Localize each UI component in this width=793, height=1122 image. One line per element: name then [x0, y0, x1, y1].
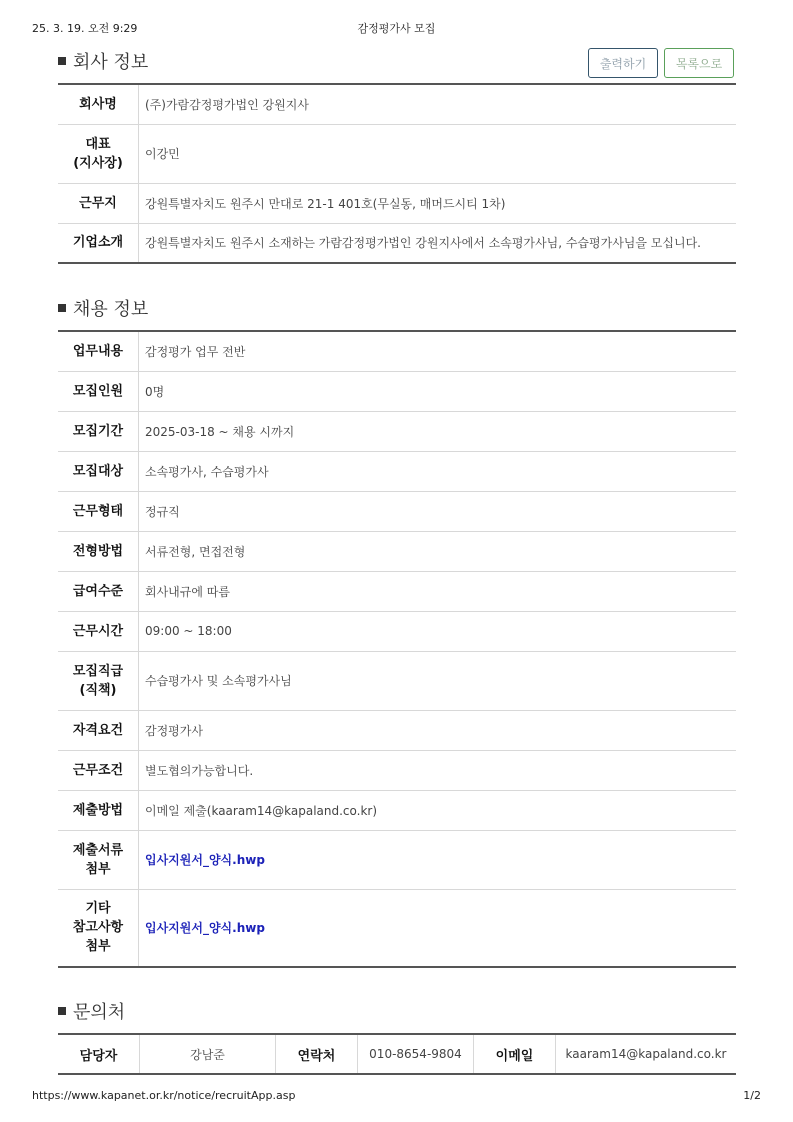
row-label-qualification: 자격요건 [58, 710, 139, 750]
table-row [58, 451, 736, 491]
row-value-position: 수습평가사 및 소속평가사님 [139, 651, 737, 710]
row-label-period: 모집기간 [58, 411, 139, 451]
table-row [58, 223, 736, 263]
table-row [58, 1034, 736, 1074]
row-label-submit-docs: 제출서류 첨부 [58, 830, 139, 889]
row-value-job-content: 감정평가 업무 전반 [139, 331, 737, 371]
row-label-company-name: 회사명 [58, 84, 139, 124]
table-row [58, 124, 736, 183]
table-row [58, 830, 736, 889]
row-value-work-condition: 별도협의가능합니다. [139, 750, 737, 790]
contact-manager-label: 담당자 [58, 1034, 140, 1074]
row-value-representative: 이강민 [139, 124, 737, 183]
row-value-submit-docs [139, 830, 737, 889]
row-value-workplace: 강원특별자치도 원주시 만대로 21-1 401호(무실동, 매머드시티 1차) [139, 183, 737, 223]
table-row [58, 889, 736, 967]
row-label-workplace: 근무지 [58, 183, 139, 223]
row-value-target: 소속평가사, 수습평가사 [139, 451, 737, 491]
row-label-work-condition: 근무조건 [58, 750, 139, 790]
table-row [58, 531, 736, 571]
table-row [58, 183, 736, 223]
print-url: https://www.kapanet.or.kr/notice/recruitApp.asp [32, 1089, 296, 1102]
table-row [58, 571, 736, 611]
table-row [58, 331, 736, 371]
row-value-company-name: (주)가람감정평가법인 강원지사 [139, 84, 737, 124]
print-date: 25. 3. 19. 오전 9:29 [32, 22, 138, 35]
square-bullet-icon [58, 1007, 66, 1015]
print-footer [32, 1089, 761, 1105]
contact-table [58, 1033, 736, 1075]
row-value-submit-method: 이메일 제출(kaaram14@kapaland.co.kr) [139, 790, 737, 830]
table-row [58, 371, 736, 411]
contact-section-title [58, 998, 125, 1024]
table-row [58, 750, 736, 790]
row-label-target: 모집대상 [58, 451, 139, 491]
attachment-link-application-form[interactable]: 입사지원서_양식.hwp [145, 853, 265, 867]
row-label-headcount: 모집인원 [58, 371, 139, 411]
company-section-title [58, 48, 148, 74]
contact-phone-value: 010-8654-9804 [358, 1034, 474, 1074]
recruit-section-label: 채용 정보 [73, 299, 149, 320]
company-section-label: 회사 정보 [73, 52, 149, 73]
row-label-representative: 대표 (지사장) [58, 124, 139, 183]
page-number: 1/2 [743, 1089, 761, 1102]
table-row [58, 411, 736, 451]
contact-phone-label: 연락처 [276, 1034, 358, 1074]
recruit-info-table [58, 330, 736, 968]
print-header [32, 20, 761, 36]
contact-email-label: 이메일 [474, 1034, 556, 1074]
table-row [58, 611, 736, 651]
row-value-qualification: 감정평가사 [139, 710, 737, 750]
attachment-link-reference-form[interactable]: 입사지원서_양식.hwp [145, 921, 265, 936]
row-value-work-hours: 09:00 ~ 18:00 [139, 611, 737, 651]
table-row [58, 790, 736, 830]
row-value-other-docs [139, 889, 737, 967]
table-row [58, 491, 736, 531]
contact-manager-value: 강남준 [140, 1034, 276, 1074]
table-row [58, 84, 736, 124]
print-button[interactable]: 출력하기 [588, 48, 658, 78]
row-label-position: 모집직급 (직책) [58, 651, 139, 710]
print-title: 감정평가사 모집 [357, 22, 436, 35]
row-label-submit-method: 제출방법 [58, 790, 139, 830]
table-row [58, 651, 736, 710]
table-row [58, 710, 736, 750]
contact-email-value: kaaram14@kapaland.co.kr [565, 1047, 727, 1061]
row-label-selection: 전형방법 [58, 531, 139, 571]
company-info-table [58, 83, 736, 264]
action-buttons [588, 48, 734, 78]
row-label-work-hours: 근무시간 [58, 611, 139, 651]
row-label-job-content: 업무내용 [58, 331, 139, 371]
recruit-section-title [58, 295, 148, 321]
square-bullet-icon [58, 304, 66, 312]
list-button[interactable]: 목록으로 [664, 48, 734, 78]
row-value-salary: 회사내규에 따름 [139, 571, 737, 611]
row-label-other-docs: 기타 참고사항 첨부 [58, 889, 139, 967]
row-value-company-intro: 강원특별자치도 원주시 소재하는 가람감정평가법인 강원지사에서 소속평가사님, 수습평가사님을 모십니다. [145, 236, 701, 251]
row-label-employment-type: 근무형태 [58, 491, 139, 531]
row-label-company-intro: 기업소개 [58, 223, 139, 263]
contact-section-label: 문의처 [73, 1002, 126, 1023]
row-value-employment-type: 정규직 [139, 491, 737, 531]
row-value-headcount: 0명 [139, 371, 737, 411]
row-label-salary: 급여수준 [58, 571, 139, 611]
row-value-selection: 서류전형, 면접전형 [139, 531, 737, 571]
square-bullet-icon [58, 57, 66, 65]
row-value-period: 2025-03-18 ~ 채용 시까지 [139, 411, 737, 451]
